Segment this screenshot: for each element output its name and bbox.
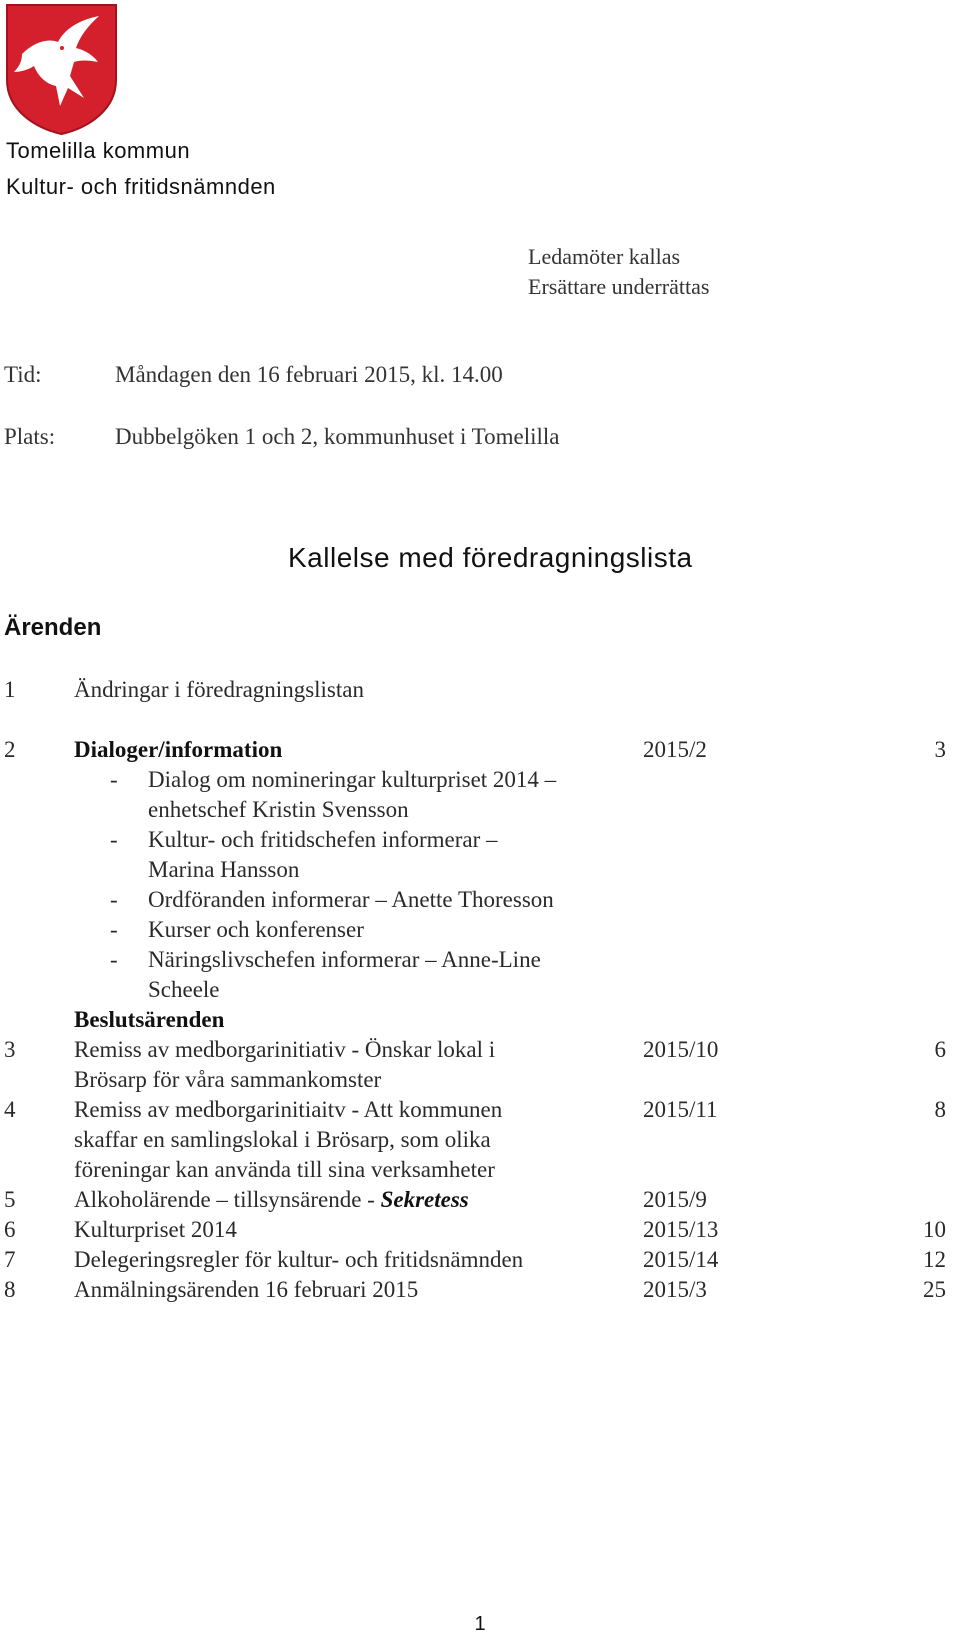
item-number: 1 [4, 677, 16, 702]
item-number: 5 [4, 1187, 16, 1212]
place-label: Plats: [4, 424, 56, 449]
time-label: Tid: [4, 362, 42, 387]
subitem-text: Ordföranden informerar – Anette Thoresson [148, 887, 554, 912]
page-number: 1 [474, 1613, 486, 1635]
item-number: 2 [4, 737, 16, 762]
item-title: Anmälningsärenden 16 februari 2015 [74, 1277, 419, 1302]
item-diary-number: 2015/13 [643, 1217, 719, 1242]
subitem-text: Scheele [148, 977, 220, 1002]
item-title: föreningar kan använda till sina verksamheter [74, 1157, 495, 1182]
item-page: 12 [923, 1247, 946, 1272]
item-diary-number: 2015/11 [643, 1097, 718, 1122]
item-number: 3 [4, 1037, 16, 1062]
confidential-marker: Sekretess [380, 1187, 469, 1212]
item-diary-number: 2015/9 [643, 1187, 707, 1212]
item-page: 6 [934, 1037, 946, 1062]
subitem-text: Kultur- och fritidschefen informerar – [148, 827, 498, 852]
item-number: 4 [4, 1097, 16, 1122]
subitem-text: enhetschef Kristin Svensson [148, 797, 409, 822]
item-title [74, 1185, 469, 1215]
item-title: Kulturpriset 2014 [74, 1217, 237, 1242]
section-heading: Ärenden [4, 614, 102, 641]
item-diary-number: 2015/10 [643, 1037, 719, 1062]
item-page: 8 [934, 1097, 946, 1122]
item-title: Brösarp för våra sammankomster [74, 1067, 382, 1092]
item-page: 3 [934, 737, 946, 762]
municipal-coat-of-arms-icon [4, 2, 119, 136]
item-page: 25 [923, 1277, 946, 1302]
recipients-substitutes: Ersättare underrättas [528, 274, 710, 299]
group-heading: Beslutsärenden [74, 1007, 225, 1032]
subitem-dash: - [110, 947, 118, 972]
item-diary-number: 2015/14 [643, 1247, 719, 1272]
item-title: Ändringar i föredragningslistan [74, 677, 364, 702]
subitem-text: Kurser och konferenser [148, 917, 364, 942]
municipality-name: Tomelilla kommun [6, 138, 191, 163]
subitem-text: Näringslivschefen informerar – Anne-Line [148, 947, 541, 972]
item-number: 6 [4, 1217, 16, 1242]
subitem-dash: - [110, 767, 118, 792]
subitem-dash: - [110, 827, 118, 852]
subitem-text: Dialog om nomineringar kulturpriset 2014 – [148, 767, 557, 792]
item-number: 8 [4, 1277, 16, 1302]
item-title: Dialoger/information [74, 737, 283, 762]
item-page: 10 [923, 1217, 946, 1242]
item-title-text: Alkoholärende – tillsynsärende - [74, 1187, 375, 1212]
item-diary-number: 2015/3 [643, 1277, 707, 1302]
subitem-text: Marina Hansson [148, 857, 300, 882]
item-title: skaffar en samlingslokal i Brösarp, som olika [74, 1127, 491, 1152]
recipients-members: Ledamöter kallas [528, 244, 681, 269]
item-diary-number: 2015/2 [643, 737, 707, 762]
item-title: Remiss av medborgarinitiaitv - Att kommunen [74, 1097, 503, 1122]
time-value: Måndagen den 16 februari 2015, kl. 14.00 [115, 362, 503, 387]
document-title: Kallelse med föredragningslista [288, 542, 693, 573]
subitem-dash: - [110, 887, 118, 912]
committee-name: Kultur- och fritidsnämnden [6, 174, 276, 199]
subitem-dash: - [110, 917, 118, 942]
item-number: 7 [4, 1247, 16, 1272]
item-title: Delegeringsregler för kultur- och fritidsnämnden [74, 1247, 524, 1272]
place-value: Dubbelgöken 1 och 2, kommunhuset i Tomelilla [115, 424, 560, 449]
item-title: Remiss av medborgarinitiativ - Önskar lokal i [74, 1037, 496, 1062]
